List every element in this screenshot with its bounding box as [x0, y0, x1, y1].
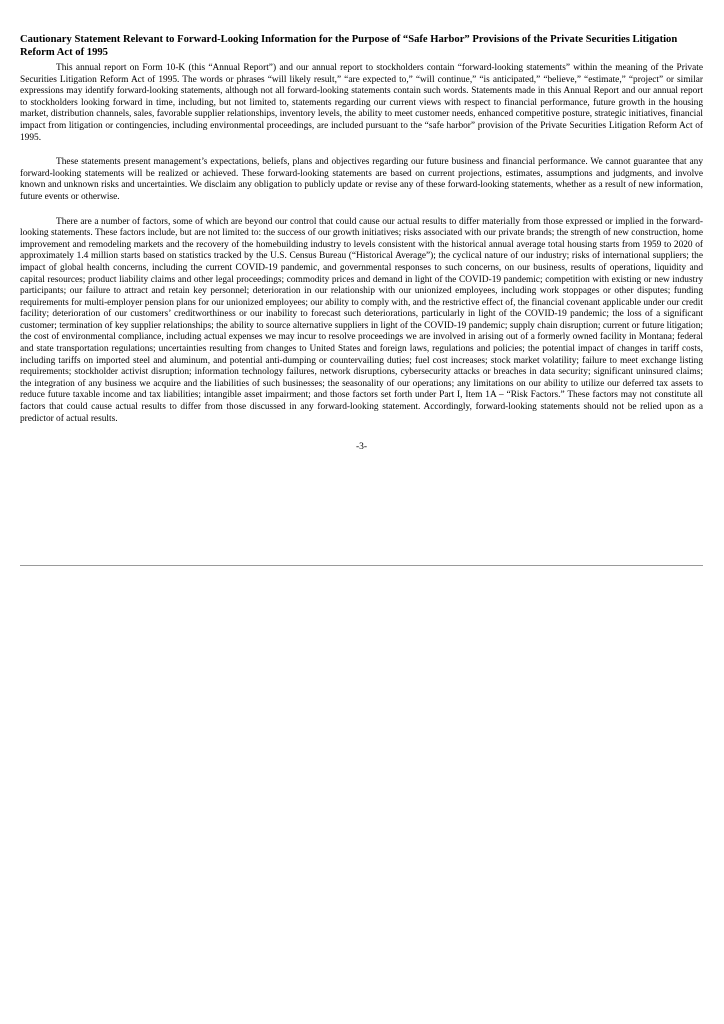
section-heading: Cautionary Statement Relevant to Forward-Looking Information for the Purpose of “Safe Harbor” Provisions of the Private Securities Litigation Reform Act of 1995 — [20, 34, 678, 58]
paragraph-risk-factors: There are a number of factors, some of which are beyond our control that could cause our actual results to differ materially from those expressed or implied in the forward-looking statements. These factors include, but are not limited to: the success of our growth initiatives; risks associated with our private brands; the strength of new construction, home improvement and remodeling markets and the recovery of the homebuilding industry to levels consistent with the historical annual average total housing starts from 1959 to 2020 of approximately 1.4 million starts based on statistics tracked by the U.S. Census Bureau (“Historical Average”); the cyclical nature of our industry; risks of international suppliers; the impact of global health concerns, including the current COVID-19 pandemic, and governmental responses to such concerns, on our business, results of operations, liquidity and capital resources; product liability claims and other legal proceedings; commodity prices and demand in light of the COVID-19 pandemic; competition with existing or new industry participants; our failure to attract and retain key personnel; deterioration in our relationship with our unionized employees, including work stoppages or other disputes; funding requirements for multi-employer pension plans for our unionized employees; our ability to comply with, and the restrictive effect of, the financial covenant applicable under our credit facility; deterioration of our customers’ creditworthiness or our inability to forecast such deteriorations, particularly in light of the COVID-19 pandemic; the loss of a significant customer; termination of key supplier relationships; the ability to source alternative suppliers in light of the COVID-19 pandemic; supply chain disruption; current or future litigation; the cost of environmental compliance, including actual expenses we may incur to resolve proceedings we are involved in arising out of a formerly owned facility in Montana; federal and state transportation regulations; uncertainties resulting from changes to United States and foreign laws, regulations and policies; the potential impact of changes in tariff costs, including tariffs on imported steel and aluminum, and potential anti-dumping or countervailing duties; fuel cost increases; stock market volatility; failure to meet exchange listing requirements; stockholder activist disruption; information technology failures, network disruptions, cybersecurity attacks or breaches in data security; significant uninsured claims; the integration of any business we acquire and the liabilities of such businesses; the seasonality of our operations; any limitations on our ability to utilize our deferred tax assets to reduce future taxable income and tax liabilities; intangible asset impairment; and those factors set forth under Part I, Item 1A – “Risk Factors.” These factors may not constitute all factors that could cause actual results to differ from those discussed in any forward-looking statement. Accordingly, forward-looking statements should not be relied upon as a predictor of actual results. — [20, 216, 703, 424]
document-page — [20, 33, 703, 453]
paragraph-management-expectations: These statements present management’s expectations, beliefs, plans and objectives regarding our future business and financial performance. We cannot guarantee that any forward-looking statements will be realized or achieved. These forward-looking statements are based on current projections, estimates, assumptions and judgments, and involve known and unknown risks and uncertainties. We disclaim any obligation to publicly update or revise any of these forward-looking statements, whether as a result of new information, future events or otherwise. — [20, 157, 703, 202]
page-divider — [20, 565, 703, 566]
paragraph-forward-looking-intro: This annual report on Form 10-K (this “Annual Report”) and our annual report to stockholders contain “forward-looking statements” within the meaning of the Private Securities Litigation Reform Act of 1995. The words or phrases “will likely result,” “are expected to,” “will continue,” “is anticipated,” “believe,” “estimate,” “project” or similar expressions may identify forward-looking statements, although not all forward-looking statements contain such words. Statements made in this Annual Report and our annual report to stockholders looking forward in time, including, but not limited to, statements regarding our current views with respect to financial performance, future growth in the housing market, distribution channels, sales, favorable supplier relationships, inventory levels, the ability to meet customer needs, enhanced competitive posture, strategic initiatives, financial impact from litigation or contingencies, including environmental proceedings, are included pursuant to the “safe harbor” provision of the Private Securities Litigation Reform Act of 1995. — [20, 63, 703, 143]
page-number: -3- — [355, 442, 368, 453]
